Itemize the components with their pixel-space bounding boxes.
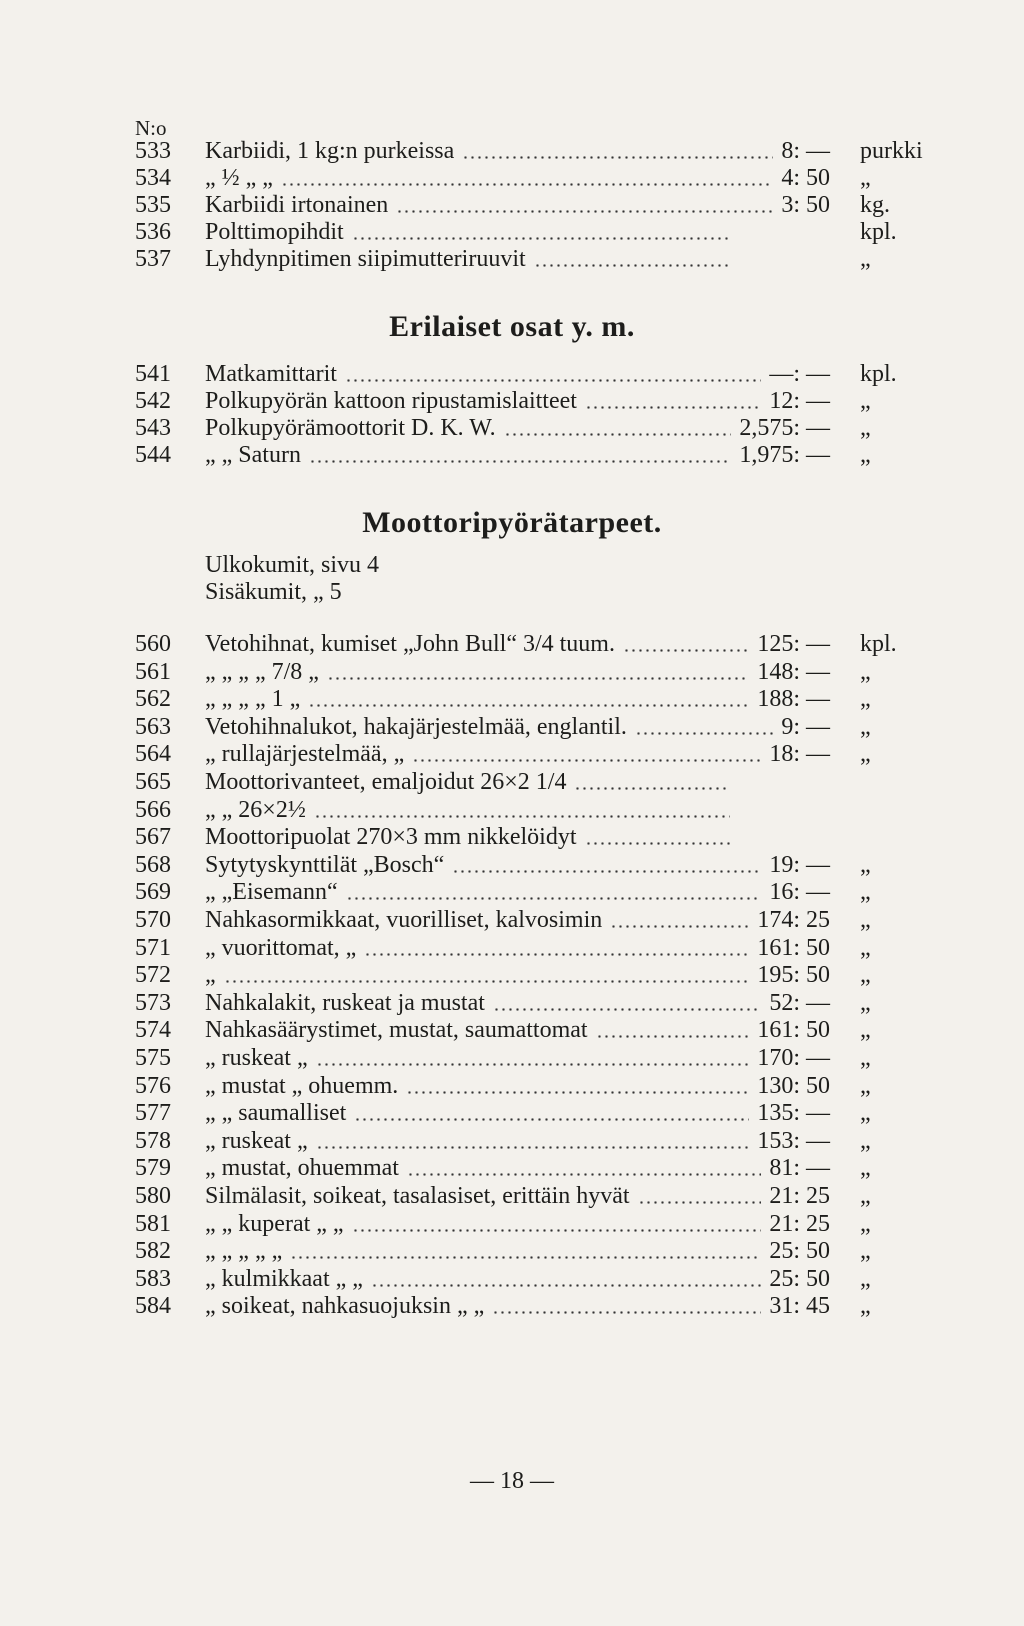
list-item-582 xyxy=(135,1238,935,1265)
item-unit: „ xyxy=(860,1183,871,1209)
list-item-567 xyxy=(135,824,935,851)
item-price: 125: — xyxy=(757,631,830,657)
item-price: 52: — xyxy=(769,989,830,1016)
item-number: 534 xyxy=(135,165,171,191)
item-description: Vetohihnat, kumiset „John Bull“ 3/4 tuum. xyxy=(205,631,615,657)
list-item-561 xyxy=(135,659,935,686)
leader-dots xyxy=(638,1201,762,1204)
item-unit: „ xyxy=(860,1210,871,1237)
list-item-579 xyxy=(135,1155,935,1182)
item-description: Nahkasäärystimet, mustat, saumattomat xyxy=(205,1017,588,1044)
leader-dots xyxy=(314,815,730,818)
page-number: — 18 — xyxy=(470,1468,554,1494)
list-item-584 xyxy=(135,1293,935,1320)
leader-dots xyxy=(364,953,749,956)
list-item-535 xyxy=(135,192,935,219)
list-item-534 xyxy=(135,165,935,192)
list-item-580 xyxy=(135,1183,935,1210)
item-number: 576 xyxy=(135,1072,171,1099)
leader-dots xyxy=(492,1311,761,1314)
item-description: Vetohihnalukot, hakajärjestelmää, englantil. xyxy=(205,713,627,740)
item-description: „ vuorittomat, „ xyxy=(205,934,357,961)
list-item-536 xyxy=(135,219,935,246)
list-item-569 xyxy=(135,879,935,906)
list-item-537 xyxy=(135,246,935,273)
item-unit: kpl. xyxy=(860,631,897,657)
item-unit: „ xyxy=(860,1265,871,1292)
item-price: 2,575: — xyxy=(739,415,830,441)
item-number: 578 xyxy=(135,1127,171,1154)
item-number: 582 xyxy=(135,1238,171,1265)
item-description: Polttimopihdit xyxy=(205,219,344,245)
item-description: „ „ Saturn xyxy=(205,442,301,468)
note-sisakumit xyxy=(135,579,935,606)
item-description: Sytytyskynttilät „Bosch“ xyxy=(205,851,445,878)
leader-dots xyxy=(635,732,773,735)
item-unit: „ xyxy=(860,1072,871,1099)
item-description: Polkupyörän kattoon ripustamislaitteet xyxy=(205,388,577,414)
item-number: 579 xyxy=(135,1155,171,1182)
item-description: „ „ „ „ 1 „ xyxy=(205,686,301,713)
list-item-564 xyxy=(135,741,935,768)
item-description: Matkamittarit xyxy=(205,361,337,387)
list-item-544 xyxy=(135,442,935,469)
list-item-568 xyxy=(135,852,935,879)
list-item-578 xyxy=(135,1128,935,1155)
leader-dots xyxy=(352,1229,762,1232)
item-description: Silmälasit, soikeat, tasalasiset, erittäin hyvät xyxy=(205,1183,630,1209)
item-price: 161: 50 xyxy=(757,934,830,961)
item-unit: „ xyxy=(860,989,871,1016)
item-price: 153: — xyxy=(757,1127,830,1154)
leader-dots xyxy=(316,1146,750,1149)
item-unit: „ xyxy=(860,934,871,961)
item-price: 18: — xyxy=(769,741,830,768)
list-item-573 xyxy=(135,990,935,1017)
list-item-575 xyxy=(135,1045,935,1072)
item-number: 544 xyxy=(135,442,171,468)
item-description: „ ruskeat „ xyxy=(205,1127,308,1154)
leader-dots xyxy=(316,1063,750,1066)
item-number: 573 xyxy=(135,989,171,1016)
section-heading-moottoripyora: Moottoripyörätarpeet. xyxy=(362,506,662,539)
list-item-541 xyxy=(135,361,935,388)
item-price: 19: — xyxy=(769,851,830,878)
leader-dots xyxy=(346,897,762,900)
item-number: 561 xyxy=(135,658,171,685)
item-unit: „ xyxy=(860,962,871,989)
leader-dots xyxy=(308,704,749,707)
item-price: 195: 50 xyxy=(757,962,830,989)
list-item-583 xyxy=(135,1266,935,1293)
leader-dots xyxy=(585,406,761,409)
list-item-572 xyxy=(135,962,935,989)
item-unit: „ xyxy=(860,879,871,906)
item-price: 21: 25 xyxy=(769,1183,830,1209)
leader-dots xyxy=(352,237,730,240)
item-unit: kpl. xyxy=(860,361,897,387)
leader-dots xyxy=(290,1256,761,1259)
item-unit: „ xyxy=(860,388,871,414)
item-number: 584 xyxy=(135,1293,171,1320)
list-item-574 xyxy=(135,1017,935,1044)
item-number: 542 xyxy=(135,388,171,414)
item-number: 580 xyxy=(135,1183,171,1209)
item-price: 16: — xyxy=(769,879,830,906)
leader-dots xyxy=(371,1284,761,1287)
item-number: 581 xyxy=(135,1210,171,1237)
item-price: 1,975: — xyxy=(739,442,830,468)
item-number: 560 xyxy=(135,631,171,657)
item-price: 4: 50 xyxy=(781,165,830,191)
leader-dots xyxy=(623,649,749,652)
item-unit: „ xyxy=(860,851,871,878)
item-number: 575 xyxy=(135,1045,171,1071)
leader-dots xyxy=(610,925,749,928)
list-item-562 xyxy=(135,686,935,713)
item-price: 31: 45 xyxy=(769,1293,830,1320)
item-description: „ mustat, ohuemmat xyxy=(205,1155,399,1182)
item-description: „ „ kuperat „ „ xyxy=(205,1210,344,1237)
item-unit: purkki xyxy=(860,138,923,164)
list-item-565 xyxy=(135,769,935,796)
item-unit: kpl. xyxy=(860,219,897,245)
item-number: 569 xyxy=(135,879,171,906)
list-item-581 xyxy=(135,1211,935,1238)
item-unit: „ xyxy=(860,1100,871,1127)
leader-dots xyxy=(452,870,761,873)
item-number: 574 xyxy=(135,1017,171,1044)
leader-dots xyxy=(412,759,761,762)
item-unit: „ xyxy=(860,1155,871,1182)
item-price: —: — xyxy=(769,361,830,387)
item-price: 170: — xyxy=(757,1045,830,1071)
item-unit: „ xyxy=(860,658,871,685)
item-description: „ rullajärjestelmää, „ xyxy=(205,741,405,768)
item-unit: „ xyxy=(860,686,871,713)
item-description: „ kulmikkaat „ „ xyxy=(205,1265,363,1292)
list-item-577 xyxy=(135,1100,935,1127)
item-number: 562 xyxy=(135,686,171,713)
item-description: „ xyxy=(205,962,216,989)
item-number: 536 xyxy=(135,219,171,245)
item-description: Karbiidi, 1 kg:n purkeissa xyxy=(205,138,455,164)
leader-dots xyxy=(345,379,761,382)
list-item-533 xyxy=(135,138,935,165)
item-number: 572 xyxy=(135,962,171,989)
list-item-566 xyxy=(135,797,935,824)
item-unit: „ xyxy=(860,246,871,272)
item-unit: „ xyxy=(860,1293,871,1320)
leader-dots xyxy=(462,156,773,159)
item-price: 81: — xyxy=(769,1155,830,1182)
item-number: 577 xyxy=(135,1100,171,1127)
leader-dots xyxy=(396,210,773,213)
item-price: 21: 25 xyxy=(769,1210,830,1237)
leader-dots xyxy=(224,980,750,983)
leader-dots xyxy=(596,1035,750,1038)
leader-dots xyxy=(493,1008,761,1011)
list-item-576 xyxy=(135,1073,935,1100)
item-price: 3: 50 xyxy=(781,192,830,218)
item-price: 188: — xyxy=(757,686,830,713)
item-unit: „ xyxy=(860,713,871,740)
list-item-542 xyxy=(135,388,935,415)
item-price: 12: — xyxy=(769,388,830,414)
item-description: „ „ „ „ „ xyxy=(205,1238,283,1265)
leader-dots xyxy=(281,183,773,186)
item-description: Lyhdynpitimen siipimutteriruuvit xyxy=(205,246,526,272)
item-unit: „ xyxy=(860,1238,871,1265)
leader-dots xyxy=(585,842,730,845)
list-item-571 xyxy=(135,935,935,962)
list-item-560 xyxy=(135,631,935,658)
item-description: „ „ „ „ 7/8 „ xyxy=(205,658,319,685)
item-unit: „ xyxy=(860,442,871,468)
item-description: „ „ 26×2½ xyxy=(205,796,306,823)
item-description: „ mustat „ ohuemm. xyxy=(205,1072,399,1099)
item-number: 535 xyxy=(135,192,171,218)
item-description: „ ½ „ „ xyxy=(205,165,273,191)
item-number: 537 xyxy=(135,246,171,272)
column-header-number: N:o xyxy=(135,116,167,140)
item-number: 568 xyxy=(135,851,171,878)
item-number: 563 xyxy=(135,713,171,740)
item-number: 571 xyxy=(135,934,171,961)
item-price: 161: 50 xyxy=(757,1017,830,1044)
leader-dots xyxy=(407,1173,761,1176)
item-number: 533 xyxy=(135,138,171,164)
item-unit: „ xyxy=(860,1045,871,1071)
item-description: Nahkalakit, ruskeat ja mustat xyxy=(205,989,485,1016)
list-item-543 xyxy=(135,415,935,442)
leader-dots xyxy=(504,433,732,436)
item-description: Karbiidi irtonainen xyxy=(205,192,389,218)
item-price: 148: — xyxy=(757,658,830,685)
item-number: 566 xyxy=(135,796,171,823)
item-price: 135: — xyxy=(757,1100,830,1127)
item-unit: „ xyxy=(860,741,871,768)
item-price: 174: 25 xyxy=(757,907,830,933)
item-number: 543 xyxy=(135,415,171,441)
item-unit: „ xyxy=(860,1017,871,1044)
item-unit: „ xyxy=(860,1127,871,1154)
item-number: 567 xyxy=(135,824,171,851)
item-number: 564 xyxy=(135,741,171,768)
leader-dots xyxy=(574,787,730,790)
item-description: „ „ saumalliset xyxy=(205,1100,347,1127)
note-text: Sisäkumit, „ 5 xyxy=(205,579,342,605)
item-price: 9: — xyxy=(781,713,830,740)
item-number: 541 xyxy=(135,361,171,387)
note-text: Ulkokumit, sivu 4 xyxy=(205,552,380,578)
item-price: 25: 50 xyxy=(769,1238,830,1265)
item-unit: „ xyxy=(860,165,871,191)
note-ulkokumit xyxy=(135,552,935,579)
item-description: „ soikeat, nahkasuojuksin „ „ xyxy=(205,1293,485,1320)
section-heading-erilaiset: Erilaiset osat y. m. xyxy=(389,310,635,343)
item-description: Moottorivanteet, emaljoidut 26×2 1/4 xyxy=(205,769,567,795)
list-item-563 xyxy=(135,714,935,741)
item-unit: kg. xyxy=(860,192,890,218)
item-number: 570 xyxy=(135,907,171,933)
leader-dots xyxy=(309,460,731,463)
item-number: 565 xyxy=(135,769,171,795)
list-item-570 xyxy=(135,907,935,934)
item-description: „ ruskeat „ xyxy=(205,1045,308,1071)
item-price: 8: — xyxy=(781,138,830,164)
item-price: 130: 50 xyxy=(757,1072,830,1099)
leader-dots xyxy=(327,677,749,680)
item-unit: „ xyxy=(860,415,871,441)
leader-dots xyxy=(354,1118,749,1121)
item-description: Moottoripuolat 270×3 mm nikkelöidyt xyxy=(205,824,577,851)
item-description: Polkupyörämoottorit D. K. W. xyxy=(205,415,496,441)
leader-dots xyxy=(406,1091,749,1094)
leader-dots xyxy=(534,264,730,267)
item-description: „ „Eisemann“ xyxy=(205,879,338,906)
item-number: 583 xyxy=(135,1265,171,1292)
item-unit: „ xyxy=(860,907,871,933)
item-price: 25: 50 xyxy=(769,1265,830,1292)
item-description: Nahkasormikkaat, vuorilliset, kalvosimin xyxy=(205,907,603,933)
